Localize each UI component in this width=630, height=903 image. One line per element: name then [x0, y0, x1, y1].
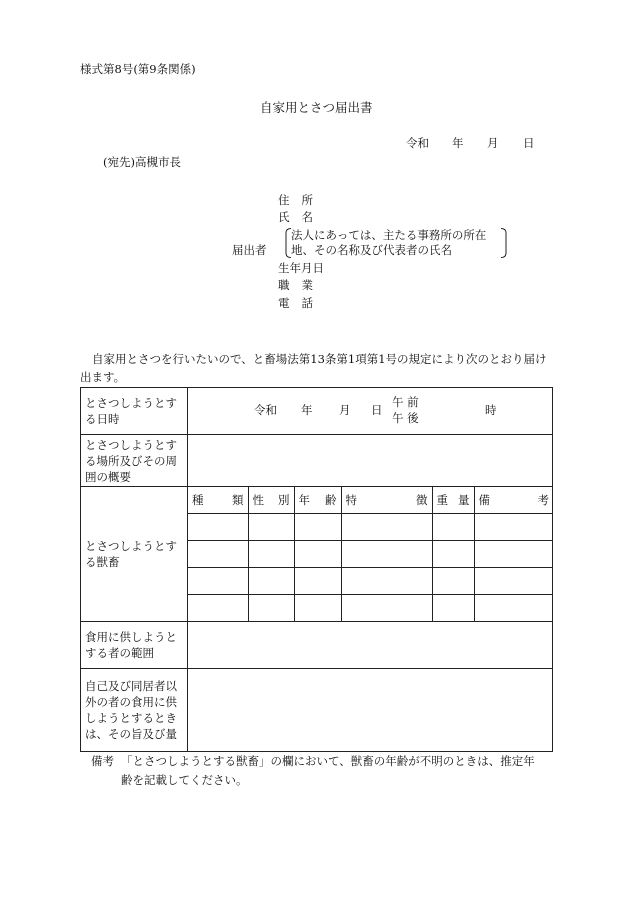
- entry-cell[interactable]: [248, 595, 294, 622]
- entry-cell[interactable]: [432, 568, 474, 595]
- entry-cell[interactable]: [188, 514, 248, 541]
- datetime-month: 月: [339, 403, 351, 417]
- applicant-label: 届出者: [232, 243, 267, 257]
- animal-entry-row: [188, 541, 553, 568]
- datetime-era: 令和: [254, 403, 277, 417]
- entry-cell[interactable]: [188, 595, 248, 622]
- place-field[interactable]: [188, 435, 553, 487]
- notification-table: [80, 387, 553, 752]
- note-label: 備考: [91, 754, 114, 768]
- scope-row: [81, 622, 553, 669]
- place-label: とさつしようとする場所及びその周囲の概要: [81, 435, 188, 487]
- note-line-1: 「とさつしようとする獣畜」の欄において、獣畜の年齢が不明のときは、推定年: [121, 754, 535, 768]
- datetime-pm: 午 後: [392, 411, 419, 425]
- datetime-field[interactable]: [188, 388, 553, 435]
- entry-cell[interactable]: [474, 514, 553, 541]
- entry-cell[interactable]: [432, 514, 474, 541]
- entry-cell[interactable]: [248, 514, 294, 541]
- animal-label: とさつしようとする獣畜: [81, 487, 188, 622]
- page-title: 自家用とさつ届出書: [260, 100, 373, 115]
- birthdate-label: 生年月日: [278, 261, 324, 275]
- corporate-note: [285, 228, 507, 258]
- others-label: 自己及び同居者以外の者の食用に供しようとするときは、その旨及び量: [81, 669, 188, 752]
- datetime-hour: 時: [485, 403, 497, 417]
- entry-cell[interactable]: [474, 541, 553, 568]
- datetime-year: 年: [301, 403, 313, 417]
- header-features: 特 徴: [341, 487, 432, 514]
- date-month: 月: [487, 136, 499, 150]
- corporate-note-line-1: 法人にあっては、主たる事務所の所在: [291, 228, 487, 242]
- header-remarks: 備 考: [474, 487, 553, 514]
- header-age: 年 齢: [294, 487, 341, 514]
- others-field[interactable]: [188, 669, 553, 752]
- place-row: [81, 435, 553, 487]
- entry-cell[interactable]: [294, 514, 341, 541]
- note-line-2: 齢を記載してください。: [121, 773, 248, 787]
- phone-label: 電 話: [278, 296, 313, 310]
- date-day: 日: [523, 136, 535, 150]
- corporate-note-line-2: 地、その名称及び代表者の氏名: [291, 243, 452, 257]
- datetime-am: 午 前: [392, 395, 419, 409]
- entry-cell[interactable]: [248, 541, 294, 568]
- header-kind: 種 類: [188, 487, 248, 514]
- entry-cell[interactable]: [341, 595, 432, 622]
- animal-entry-row: [188, 514, 553, 541]
- intro-line-2: 出ます。: [80, 370, 126, 384]
- form-number: 様式第8号(第9条関係): [80, 62, 196, 76]
- entry-cell[interactable]: [188, 541, 248, 568]
- addressee: (宛先)高槻市長: [103, 155, 181, 169]
- entry-cell[interactable]: [248, 568, 294, 595]
- entry-cell[interactable]: [341, 514, 432, 541]
- name-label: 氏 名: [278, 210, 313, 224]
- animal-grid-cell: [188, 487, 553, 622]
- others-row: [81, 669, 553, 752]
- datetime-label: とさつしようとする日時: [81, 388, 188, 435]
- scope-label: 食用に供しようとする者の範囲: [81, 622, 188, 669]
- entry-cell[interactable]: [341, 541, 432, 568]
- bracket-right-icon: [501, 228, 507, 258]
- intro-line-1: 自家用とさつを行いたいので、と畜場法第13条第1項第1号の規定により次のとおり届け: [92, 352, 547, 366]
- entry-cell[interactable]: [474, 568, 553, 595]
- occupation-label: 職 業: [278, 278, 313, 292]
- header-sex: 性 別: [248, 487, 294, 514]
- animal-grid: [188, 487, 553, 621]
- animal-entry-row: [188, 595, 553, 622]
- animal-header-row: [188, 487, 553, 514]
- date-year: 年: [452, 136, 464, 150]
- entry-cell[interactable]: [341, 568, 432, 595]
- entry-cell[interactable]: [432, 541, 474, 568]
- animal-row: [81, 487, 553, 622]
- scope-field[interactable]: [188, 622, 553, 669]
- address-label: 住 所: [278, 193, 313, 207]
- animal-entry-row: [188, 568, 553, 595]
- date-era: 令和: [406, 136, 429, 150]
- entry-cell[interactable]: [188, 568, 248, 595]
- entry-cell[interactable]: [474, 595, 553, 622]
- entry-cell[interactable]: [432, 595, 474, 622]
- datetime-day: 日: [371, 403, 383, 417]
- entry-cell[interactable]: [294, 541, 341, 568]
- entry-cell[interactable]: [294, 595, 341, 622]
- entry-cell[interactable]: [294, 568, 341, 595]
- datetime-row: [81, 388, 553, 435]
- header-weight: 重 量: [432, 487, 474, 514]
